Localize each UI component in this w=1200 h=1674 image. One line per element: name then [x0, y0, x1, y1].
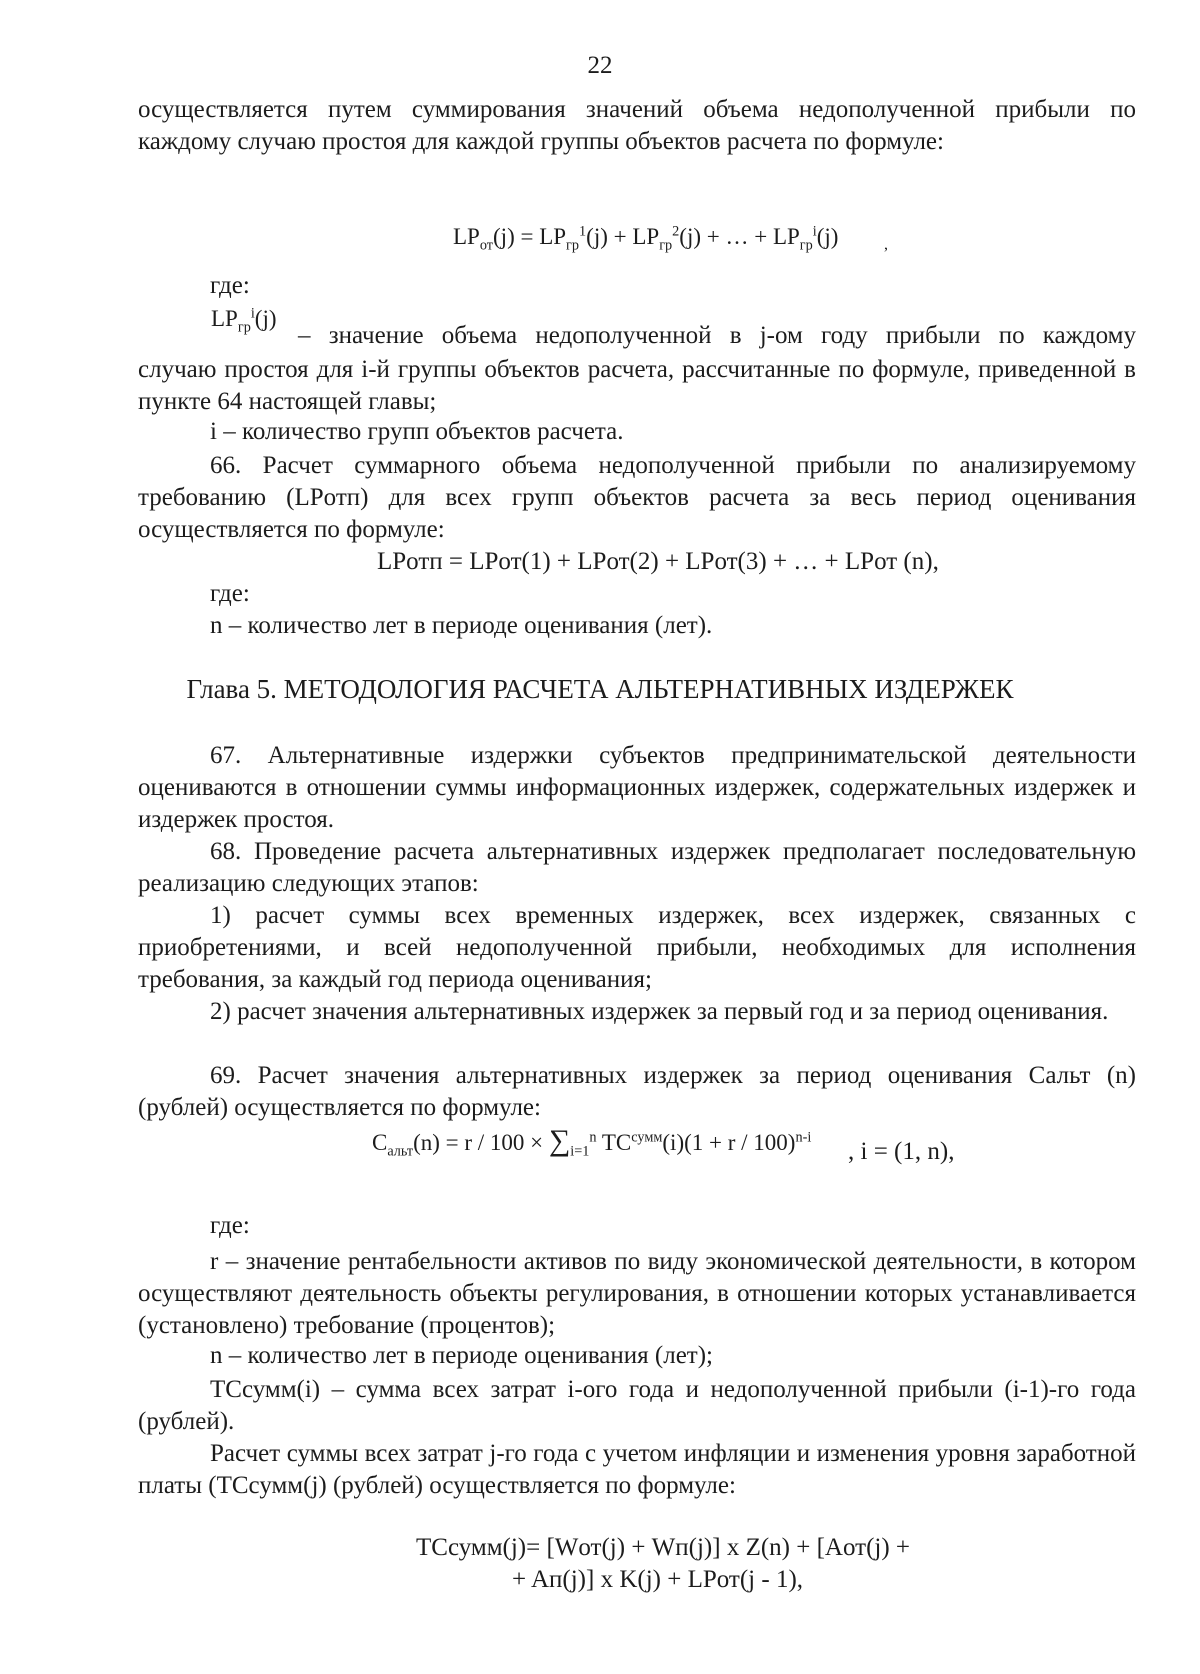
formula-lp-otp: LPотп = LPот(1) + LPот(2) + LPот(3) + … + LPот (n), [377, 548, 939, 575]
def-tc-summ: TCсумм(i) – сумма всех затрат i-ого года и недополученной прибыли (i-1)-го года (рублей). [138, 1376, 1136, 1435]
where-label: где: [210, 580, 250, 607]
def-lp-gr-first-line: – значение объема недополученной в j-ом году прибыли по каждому [298, 322, 1136, 349]
paragraph-67: 67. Альтернативные издержки субъектов предпринимательской деятельности оцениваются в отношении суммы информационных издержек, содержательных издержек и издержек простоя. [138, 742, 1136, 833]
formula-c-alt: $C_{альт}(n) = r / 100 \times \sum_{i=1}^n$ $TC^{сумм}(i)(1 + r / 100)^{n-i}$ [372, 1124, 812, 1160]
def-n-2: n – количество лет в периоде оценивания (лет); [210, 1342, 714, 1369]
paragraph-68: 68. Проведение расчета альтернативных издержек предполагает последовательную реализацию следующих этапов: [138, 838, 1136, 897]
chapter-heading: Глава 5. МЕТОДОЛОГИЯ РАСЧЕТА АЛЬТЕРНАТИВНЫХ ИЗДЕРЖЕК [186, 674, 1014, 704]
paragraph-69: 69. Расчет значения альтернативных издержек за период оценивания Cальт (n) (рублей) осуществляется по формуле: [138, 1062, 1136, 1121]
formula-tc-summ-line-1: TCсумм(j)= [Wот(j) + Wп(j)] x Z(n) + [Aот(j) + [416, 1534, 911, 1561]
formula-tc-summ-line-2: + Aп(j)] x K(j) + LPот(j - 1), [512, 1566, 804, 1593]
formula-lp-ot: $LP_{от}(j) = LP_{гр}^1(j) + LP_{гр}^2(j)$ + … + $LP_{гр}^i(j)$ [453, 223, 839, 254]
paragraph-66: 66. Расчет суммарного объема недополученной прибыли по анализируемому требованию (LPотп) для всех групп объектов расчета за весь период оценивания осуществляется по формуле: [138, 452, 1136, 543]
formula-c-alt-tail: , i = (1, n), [848, 1138, 955, 1165]
formula-comma: , [884, 236, 888, 253]
paragraph-68-item-1: 1) расчет суммы всех временных издержек, всех издержек, связанных с приобретениями, и всей недополученной прибыли, необходимых для исполнения требования, за каждый год периода оценивания; [138, 902, 1136, 993]
def-lp-gr-rest: случаю простоя для i-й группы объектов расчета, рассчитанные по формуле, приведенной в пункте 64 настоящей главы; [138, 356, 1136, 415]
def-n: n – количество лет в периоде оценивания (лет). [210, 612, 713, 639]
def-r: r – значение рентабельности активов по виду экономической деятельности, в котором осуществляют деятельность объекты регулирования, в отношении которых устанавливается (установлено) требование (процентов); [138, 1248, 1136, 1339]
def-i: i – количество групп объектов расчета. [210, 418, 624, 445]
paragraph-tc-calc: Расчет суммы всех затрат j-го года с учетом инфляции и изменения уровня заработной платы (TCсумм(j) (рублей) осуществляется по формуле: [138, 1440, 1136, 1499]
paragraph-intro: осуществляется путем суммирования значений объема недополученной прибыли по каждому случаю простоя для каждой группы объектов расчета по формуле: [138, 96, 1136, 155]
where-label: где: [210, 272, 250, 299]
paragraph-68-item-2: 2) расчет значения альтернативных издержек за первый год и за период оценивания. [210, 998, 1109, 1025]
where-label: где: [210, 1212, 250, 1239]
def-symbol-lp-gr: $LP_{гр}^i(j)$ [211, 305, 277, 336]
page-number: 22 [587, 52, 613, 79]
